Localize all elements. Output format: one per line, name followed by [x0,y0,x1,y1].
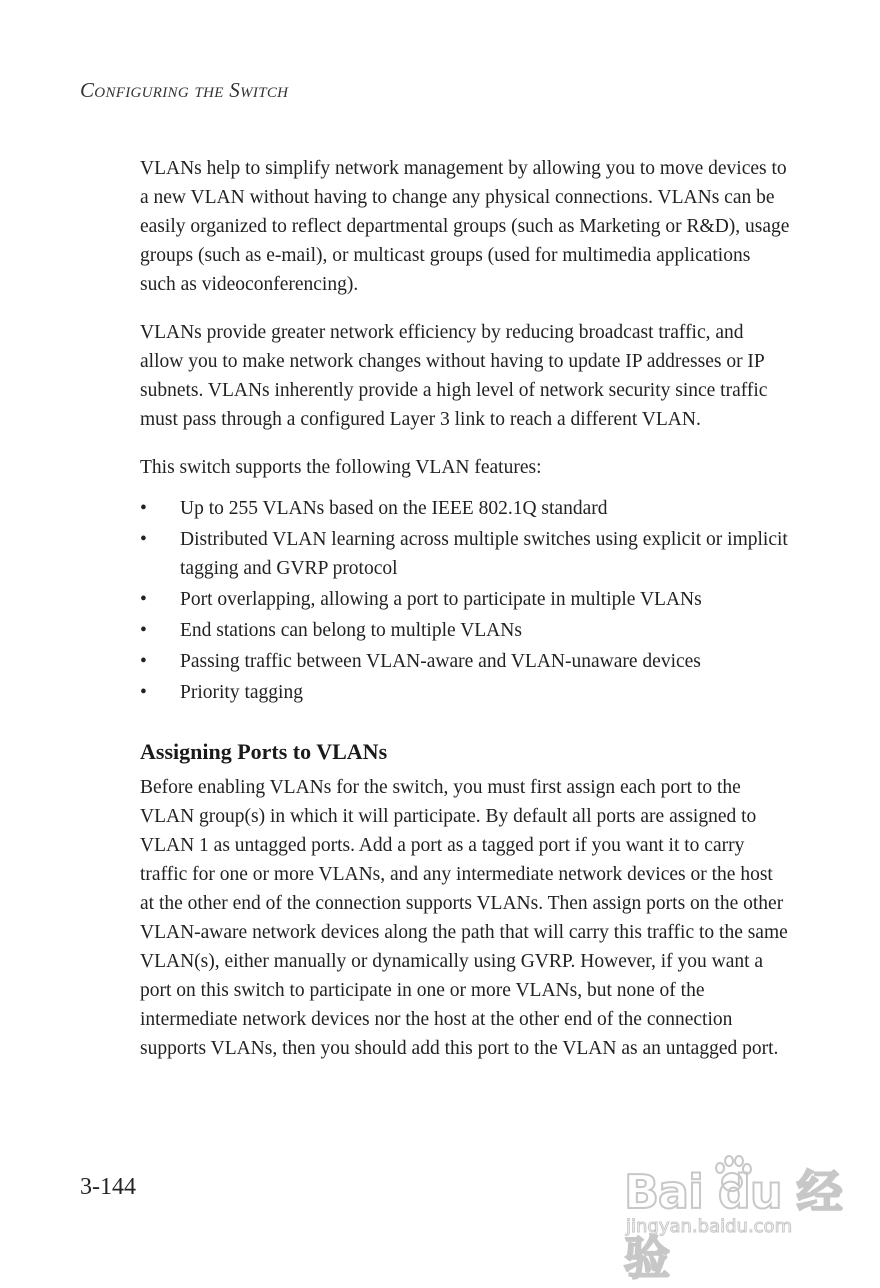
features-intro: This switch supports the following VLAN features: [140,457,542,478]
section-heading: Assigning Ports to VLANs [140,739,388,764]
running-header: Configuring the Switch [80,78,289,102]
baidu-watermark [608,1150,848,1285]
bullet-icon: • [140,651,147,672]
bullet-icon: • [140,682,147,703]
list-item [140,494,790,523]
list-item [140,616,790,645]
list-item [140,525,790,583]
list-item [140,585,790,614]
main-content [140,154,790,1082]
list-item-text: Distributed VLAN learning across multiple switches using explicit or implicit tagging and GVRP protocol [180,529,788,579]
list-item-text: Passing traffic between VLAN-aware and VLAN-unaware devices [180,651,701,672]
bullet-icon: • [140,498,147,519]
list-item [140,678,790,707]
list-item [140,647,790,676]
bullet-icon: • [140,529,147,550]
section-paragraph: Before enabling VLANs for the switch, you must first assign each port to the VLAN group(s) in which it will participate. By default all ports are assigned to VLAN 1 as untagged ports. Add a port as a tagged port if you want it to carry traffic for one or more VLANs, and any intermediate network devices or the host at the other end of the connection supports VLANs. Then assign ports on the other VLAN-aware network devices along the path that will carry this traffic to the same VLAN(s), either manually or dynamically using GVRP. However, if you want a port on this switch to participate in one or more VLANs, but none of the intermediate network devices nor the host at the other end of the connection supports VLANs, then you should add this port to the VLAN as an untagged port. [140,777,788,1059]
list-item-text: Port overlapping, allowing a port to participate in multiple VLANs [180,589,702,610]
feature-list [140,494,790,707]
page-number: 3-144 [80,1174,136,1200]
watermark-url: jingyan.baidu.com [626,1216,793,1237]
bullet-icon: • [140,620,147,641]
list-item-text: End stations can belong to multiple VLANs [180,620,522,641]
intro-paragraph-1: VLANs help to simplify network management by allowing you to move devices to a new VLAN without having to change any physical connections. VLANs can be easily organized to reflect departmental groups (such as Marketing or R&D), usage groups (such as e-mail), or multicast groups (used for multimedia applications such as videoconferencing). [140,158,790,295]
bullet-icon: • [140,589,147,610]
paw-icon [712,1152,752,1196]
list-item-text: Up to 255 VLANs based on the IEEE 802.1Q standard [180,498,608,519]
list-item-text: Priority tagging [180,682,303,703]
intro-paragraph-2: VLANs provide greater network efficiency by reducing broadcast traffic, and allow you to make network changes without having to update IP addresses or IP subnets. VLANs inherently provide a high level of network security since traffic must pass through a configured Layer 3 link to reach a different VLAN. [140,322,768,430]
watermark-logo: Bai du 经验 [624,1165,842,1285]
